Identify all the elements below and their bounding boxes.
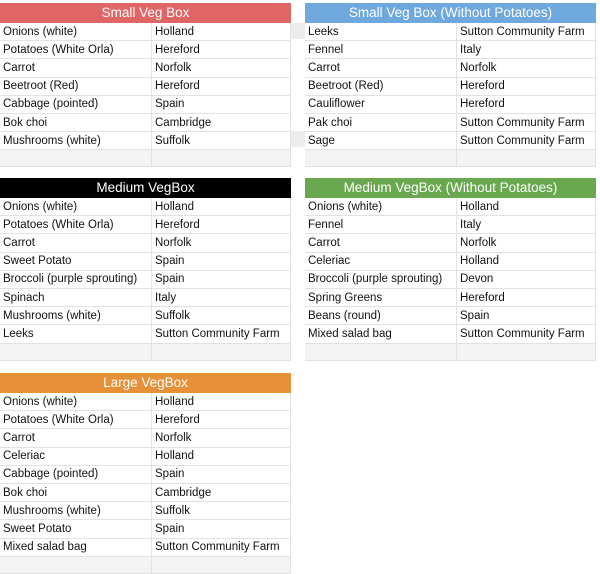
table-row[interactable] bbox=[305, 59, 596, 77]
table-row[interactable] bbox=[0, 23, 291, 41]
table-row[interactable] bbox=[0, 411, 291, 429]
empty-cell[interactable] bbox=[152, 150, 291, 167]
table-row[interactable] bbox=[305, 234, 596, 252]
origin-cell[interactable]: Hereford bbox=[457, 288, 596, 306]
vegetable-cell[interactable]: Celeriac bbox=[0, 447, 152, 465]
origin-cell[interactable]: Devon bbox=[457, 270, 596, 288]
vegetable-cell[interactable]: Pak choi bbox=[305, 113, 457, 131]
medium-veg-box-without-potatoes bbox=[305, 178, 596, 361]
table-row[interactable] bbox=[0, 216, 291, 234]
vegetable-cell[interactable]: Sweet Potato bbox=[0, 520, 152, 538]
empty-row[interactable] bbox=[0, 343, 291, 360]
vegetable-cell[interactable]: Carrot bbox=[0, 234, 152, 252]
vegetable-cell[interactable]: Carrot bbox=[0, 59, 152, 77]
vegetable-cell[interactable]: Mushrooms (white) bbox=[0, 307, 152, 325]
origin-cell[interactable]: Norfolk bbox=[152, 234, 291, 252]
origin-cell[interactable]: Sutton Community Farm bbox=[457, 325, 596, 343]
vegetable-cell[interactable]: Leeks bbox=[305, 23, 457, 41]
box-table bbox=[0, 393, 291, 574]
origin-cell[interactable]: Hereford bbox=[457, 77, 596, 95]
empty-row[interactable] bbox=[0, 150, 291, 167]
empty-grid-cell[interactable] bbox=[291, 23, 305, 39]
box-table bbox=[305, 23, 596, 167]
origin-cell[interactable]: Italy bbox=[457, 216, 596, 234]
origin-cell[interactable]: Suffolk bbox=[152, 307, 291, 325]
origin-cell[interactable]: Norfolk bbox=[152, 59, 291, 77]
empty-grid-cell[interactable] bbox=[291, 131, 305, 147]
origin-cell[interactable]: Hereford bbox=[152, 41, 291, 59]
table-row[interactable] bbox=[0, 307, 291, 325]
table-row[interactable] bbox=[305, 216, 596, 234]
table-row[interactable] bbox=[0, 288, 291, 306]
origin-cell[interactable]: Sutton Community Farm bbox=[457, 132, 596, 150]
origin-cell[interactable]: Spain bbox=[152, 465, 291, 483]
table-row[interactable] bbox=[0, 429, 291, 447]
table-row[interactable] bbox=[0, 77, 291, 95]
origin-cell[interactable]: Suffolk bbox=[152, 502, 291, 520]
table-row[interactable] bbox=[0, 465, 291, 483]
table-row[interactable] bbox=[0, 325, 291, 343]
table-row[interactable] bbox=[0, 483, 291, 501]
table-row[interactable] bbox=[305, 270, 596, 288]
table-row[interactable] bbox=[305, 95, 596, 113]
empty-row[interactable] bbox=[305, 343, 596, 360]
table-row[interactable] bbox=[305, 113, 596, 131]
vegetable-cell[interactable]: Broccoli (purple sprouting) bbox=[305, 270, 457, 288]
table-row[interactable] bbox=[0, 41, 291, 59]
vegetable-cell[interactable]: Cauliflower bbox=[305, 95, 457, 113]
origin-cell[interactable]: Holland bbox=[152, 447, 291, 465]
origin-cell[interactable]: Italy bbox=[152, 288, 291, 306]
empty-cell[interactable] bbox=[152, 343, 291, 360]
origin-cell[interactable]: Hereford bbox=[457, 95, 596, 113]
vegetable-cell[interactable]: Cabbage (pointed) bbox=[0, 465, 152, 483]
box-header: Small Veg Box (Without Potatoes) bbox=[305, 3, 596, 23]
vegetable-cell[interactable]: Potatoes (White Orla) bbox=[0, 411, 152, 429]
table-row[interactable] bbox=[0, 113, 291, 131]
vegetable-cell[interactable]: Beans (round) bbox=[305, 307, 457, 325]
vegetable-cell[interactable]: Onions (white) bbox=[305, 198, 457, 216]
origin-cell[interactable]: Holland bbox=[152, 393, 291, 411]
origin-cell[interactable]: Spain bbox=[152, 520, 291, 538]
origin-cell[interactable]: Norfolk bbox=[152, 429, 291, 447]
table-row[interactable] bbox=[0, 234, 291, 252]
vegetable-cell[interactable]: Mushrooms (white) bbox=[0, 132, 152, 150]
small-veg-box-without-potatoes bbox=[305, 3, 596, 167]
origin-cell[interactable]: Holland bbox=[152, 23, 291, 41]
table-row[interactable] bbox=[305, 41, 596, 59]
empty-cell[interactable] bbox=[305, 150, 457, 167]
vegetable-cell[interactable]: Potatoes (White Orla) bbox=[0, 41, 152, 59]
table-row[interactable] bbox=[0, 59, 291, 77]
vegetable-cell[interactable]: Beetroot (Red) bbox=[305, 77, 457, 95]
vegetable-cell[interactable]: Mushrooms (white) bbox=[0, 502, 152, 520]
table-row[interactable] bbox=[0, 198, 291, 216]
vegetable-cell[interactable]: Carrot bbox=[0, 429, 152, 447]
table-row[interactable] bbox=[0, 270, 291, 288]
origin-cell[interactable]: Sutton Community Farm bbox=[152, 325, 291, 343]
origin-cell[interactable]: Hereford bbox=[152, 77, 291, 95]
vegetable-cell[interactable]: Beetroot (Red) bbox=[0, 77, 152, 95]
vegetable-cell[interactable]: Fennel bbox=[305, 41, 457, 59]
vegetable-cell[interactable]: Cabbage (pointed) bbox=[0, 95, 152, 113]
table-row[interactable] bbox=[305, 325, 596, 343]
box-header: Small Veg Box bbox=[0, 3, 291, 23]
box-header: Medium VegBox bbox=[0, 178, 291, 198]
vegetable-cell[interactable]: Sweet Potato bbox=[0, 252, 152, 270]
vegetable-cell[interactable]: Carrot bbox=[305, 59, 457, 77]
origin-cell[interactable]: Cambridge bbox=[152, 483, 291, 501]
empty-cell[interactable] bbox=[457, 343, 596, 360]
origin-cell[interactable]: Holland bbox=[457, 252, 596, 270]
vegetable-cell[interactable]: Bok choi bbox=[0, 113, 152, 131]
vegetable-cell[interactable]: Mixed salad bag bbox=[0, 538, 152, 556]
vegetable-cell[interactable]: Celeriac bbox=[305, 252, 457, 270]
origin-cell[interactable]: Italy bbox=[457, 41, 596, 59]
small-veg-box bbox=[0, 3, 291, 167]
origin-cell[interactable]: Holland bbox=[152, 198, 291, 216]
origin-cell[interactable]: Cambridge bbox=[152, 113, 291, 131]
origin-cell[interactable]: Sutton Community Farm bbox=[457, 113, 596, 131]
vegetable-cell[interactable]: Onions (white) bbox=[0, 23, 152, 41]
vegetable-cell[interactable]: Spring Greens bbox=[305, 288, 457, 306]
empty-row[interactable] bbox=[305, 150, 596, 167]
box-header: Medium VegBox (Without Potatoes) bbox=[305, 178, 596, 198]
table-row[interactable] bbox=[305, 23, 596, 41]
empty-cell[interactable] bbox=[457, 150, 596, 167]
vegetable-cell[interactable]: Leeks bbox=[0, 325, 152, 343]
large-veg-box bbox=[0, 373, 291, 574]
vegetable-cell[interactable]: Onions (white) bbox=[0, 393, 152, 411]
medium-veg-box bbox=[0, 178, 291, 361]
vegetable-cell[interactable]: Sage bbox=[305, 132, 457, 150]
empty-cell[interactable] bbox=[305, 343, 457, 360]
table-row[interactable] bbox=[305, 132, 596, 150]
box-table bbox=[0, 23, 291, 167]
box-table bbox=[0, 198, 291, 361]
table-row[interactable] bbox=[305, 77, 596, 95]
table-row[interactable] bbox=[0, 132, 291, 150]
empty-cell[interactable] bbox=[0, 343, 152, 360]
origin-cell[interactable]: Sutton Community Farm bbox=[457, 23, 596, 41]
origin-cell[interactable]: Suffolk bbox=[152, 132, 291, 150]
table-row[interactable] bbox=[0, 95, 291, 113]
origin-cell[interactable]: Spain bbox=[457, 307, 596, 325]
empty-cell[interactable] bbox=[0, 150, 152, 167]
table-row[interactable] bbox=[305, 307, 596, 325]
origin-cell[interactable]: Sutton Community Farm bbox=[152, 538, 291, 556]
table-row[interactable] bbox=[0, 393, 291, 411]
table-row[interactable] bbox=[305, 198, 596, 216]
table-row[interactable] bbox=[305, 288, 596, 306]
vegetable-cell[interactable]: Broccoli (purple sprouting) bbox=[0, 270, 152, 288]
origin-cell[interactable]: Spain bbox=[152, 270, 291, 288]
origin-cell[interactable]: Holland bbox=[457, 198, 596, 216]
vegetable-cell[interactable]: Mixed salad bag bbox=[305, 325, 457, 343]
origin-cell[interactable]: Norfolk bbox=[457, 59, 596, 77]
table-row[interactable] bbox=[0, 520, 291, 538]
table-row[interactable] bbox=[0, 447, 291, 465]
table-row[interactable] bbox=[305, 252, 596, 270]
box-header: Large VegBox bbox=[0, 373, 291, 393]
origin-cell[interactable]: Hereford bbox=[152, 411, 291, 429]
vegetable-cell[interactable]: Carrot bbox=[305, 234, 457, 252]
vegetable-cell[interactable]: Onions (white) bbox=[0, 198, 152, 216]
origin-cell[interactable]: Spain bbox=[152, 252, 291, 270]
vegetable-cell[interactable]: Spinach bbox=[0, 288, 152, 306]
origin-cell[interactable]: Hereford bbox=[152, 216, 291, 234]
vegetable-cell[interactable]: Potatoes (White Orla) bbox=[0, 216, 152, 234]
vegetable-cell[interactable]: Fennel bbox=[305, 216, 457, 234]
table-row[interactable] bbox=[0, 252, 291, 270]
box-table bbox=[305, 198, 596, 361]
table-row[interactable] bbox=[0, 502, 291, 520]
table-row[interactable] bbox=[0, 538, 291, 556]
origin-cell[interactable]: Norfolk bbox=[457, 234, 596, 252]
origin-cell[interactable]: Spain bbox=[152, 95, 291, 113]
vegetable-cell[interactable]: Bok choi bbox=[0, 483, 152, 501]
